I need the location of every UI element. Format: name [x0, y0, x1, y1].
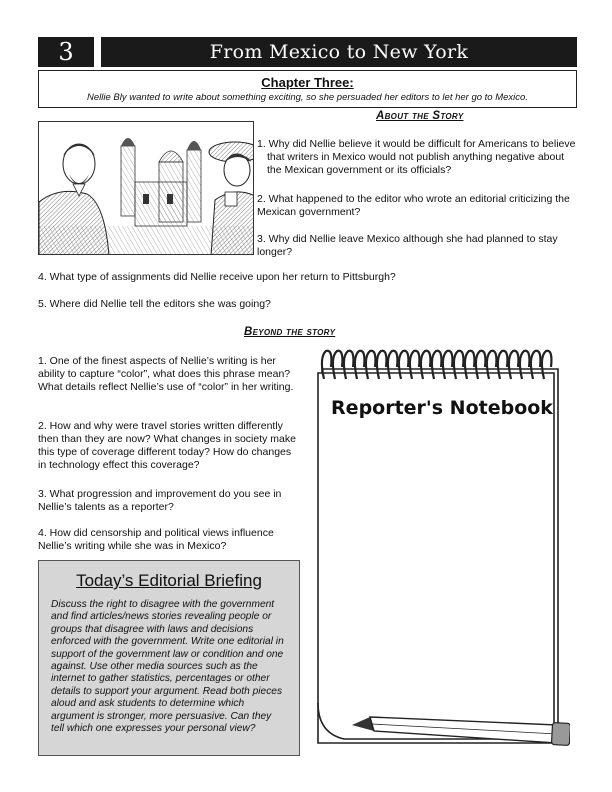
about-question-3: 3. Why did Nellie leave Mexico although she had planned to stay longer?	[257, 233, 558, 258]
about-question-4-block	[38, 271, 578, 284]
beyond-question-2: 2. How and why were travel stories written differently then than they are now? What changes in society make this type of coverage different today? How do changes in technology effect this coverage?	[38, 420, 296, 471]
beyond-story-heading: Beyond the story	[244, 326, 336, 338]
briefing-text: Discuss the right to disagree with the government and find articles/news stories revealing people or groups that disagree with laws and decisions enforced with the government. Write one editorial in support of the government law or condition and one against. Use other media sources such as the internet to gather statistics, percentages or other details to support your argument. Read both pieces aloud and ask students to determine which argument is stronger, more persuasive. Can they tell which one expresses your personal view?	[51, 599, 284, 735]
notebook-title: Reporter's Notebook	[331, 397, 553, 419]
beyond-question-3: 3. What progression and improvement do you see in Nellie’s talents as a reporter?	[38, 488, 282, 513]
illustration-nellie-mexico	[38, 121, 254, 255]
about-question-2-block	[257, 193, 577, 219]
summary-heading: Chapter Three:	[261, 75, 354, 90]
chapter-number: 3	[38, 37, 94, 67]
beyond-question-1-block	[38, 355, 300, 394]
beyond-question-4-block	[38, 527, 300, 553]
about-question-2: 2. What happened to the editor who wrote an editorial criticizing the Mexican government?	[257, 193, 570, 218]
editorial-briefing-box	[38, 560, 300, 756]
about-question-4: 4. What type of assignments did Nellie receive upon her return to Pittsburgh?	[38, 271, 396, 283]
beyond-question-2-block	[38, 420, 300, 472]
about-question-3-block	[257, 233, 577, 259]
briefing-title: Today’s Editorial Briefing	[76, 571, 262, 590]
about-question-1: 1. Why did Nellie believe it would be difficult for Americans to believe that writers in Mexico would not publish anything negative about the Mexican government or its officials?	[257, 138, 576, 176]
beyond-question-4: 4. How did censorship and political views influence Nellie’s writing while she was in Mexico?	[38, 527, 274, 552]
beyond-question-1: 1. One of the finest aspects of Nellie’s writing is her ability to capture “color”, what does this phrase mean? What details reflect Nellie’s use of “color” in her writing.	[38, 355, 294, 393]
about-question-1-block	[257, 138, 577, 177]
about-story-heading: About the Story	[376, 110, 464, 122]
about-question-5-block	[38, 298, 578, 311]
chapter-summary-box	[38, 70, 577, 108]
chapter-title: From Mexico to New York	[101, 37, 577, 67]
beyond-question-3-block	[38, 488, 300, 514]
about-question-5: 5. Where did Nellie tell the editors she was going?	[38, 298, 271, 310]
summary-text: Nellie Bly wanted to write about something exciting, so she persuaded her editors to let her go to Mexico.	[87, 92, 528, 103]
